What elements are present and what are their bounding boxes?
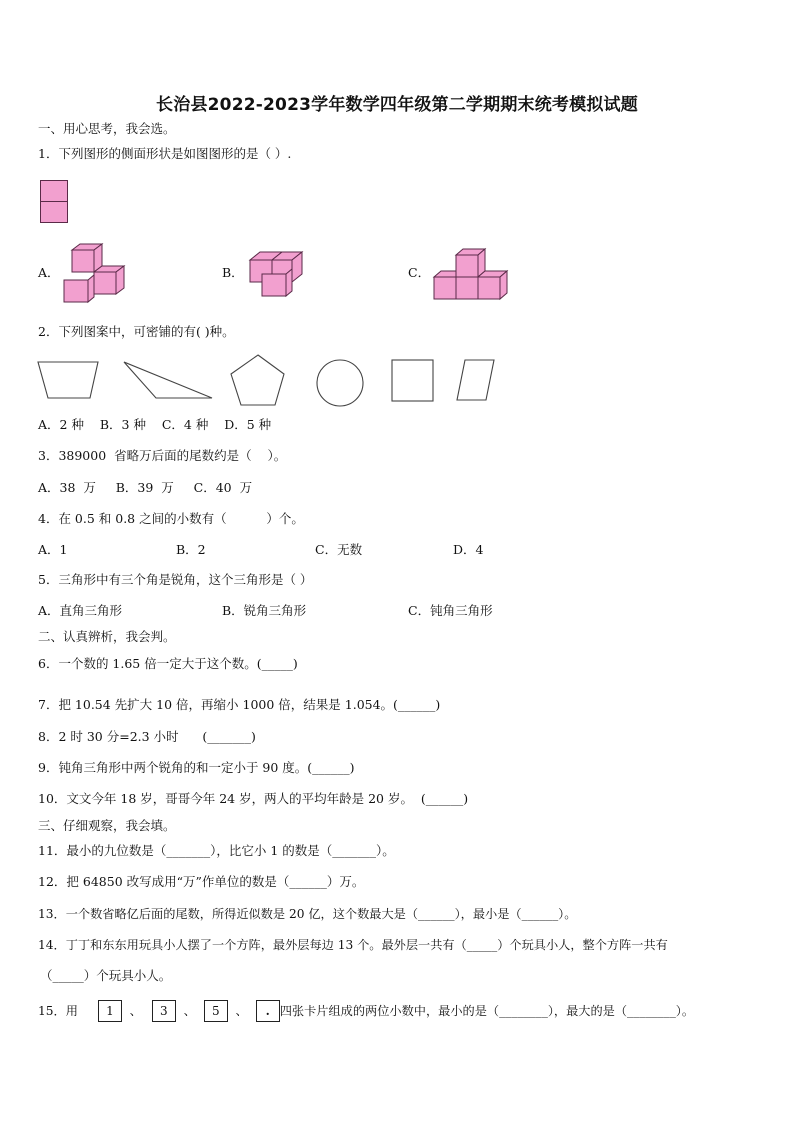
question-14-line-1: 14．丁丁和东东用玩具小人摆了一个方阵，最外层每边 13 个。最外层一共有（_____）个玩具小人，整个方阵一共有 [38, 938, 668, 952]
section-heading-2: 二、认真辨析，我会判。 [38, 629, 176, 644]
q5-option-a: A．直角三角形 [38, 603, 123, 618]
question-3-text: 3．389000 省略万后面的尾数约是（ ）。 [38, 448, 287, 463]
question-4-text: 4．在 0.5 和 0.8 之间的小数有（ ）个。 [38, 511, 304, 526]
q2-options: A．2 种 B．3 种 C．4 种 D．5 种 [38, 417, 272, 432]
question-7-text: 7．把 10.54 先扩大 10 倍，再缩小 1000 倍，结果是 1.054。(______) [38, 697, 441, 712]
q1-option-c-cubes [432, 248, 512, 304]
q15-tail: 四张卡片组成的两位小数中，最小的是（________），最大的是（________）。 [279, 1004, 695, 1018]
card-decimal-point: . [256, 1000, 280, 1022]
question-6-text: 6．一个数的 1.65 倍一定大于这个数。(_____) [38, 656, 298, 671]
trapezoid-shape [38, 362, 98, 398]
q1-option-c-label: C． [408, 265, 431, 280]
card-1: 1 [98, 1000, 122, 1022]
q15-sep-1: 、 [121, 1004, 142, 1018]
triangle-shape [124, 362, 212, 398]
question-9-text: 9．钝角三角形中两个锐角的和一定小于 90 度。(______) [38, 760, 355, 775]
q4-option-c: C．无数 [315, 542, 363, 557]
q15-sep-2: 、 [175, 1004, 196, 1018]
q5-option-c: C．钝角三角形 [408, 603, 493, 618]
parallelogram-shape [457, 360, 494, 400]
question-2-text: 2．下列图案中，可密铺的有( )种。 [38, 324, 235, 339]
q15-lead: 15．用 [38, 1004, 78, 1018]
question-10-text: 10．文文今年 18 岁，哥哥今年 24 岁，两人的平均年龄是 20 岁。 (______) [38, 791, 469, 806]
q1-option-a-cubes [62, 242, 128, 304]
q2-shapes-row [34, 352, 504, 412]
q1-option-b-label: B． [222, 265, 244, 280]
question-13-text: 13．一个数省略亿后面的尾数，所得近似数是 20 亿，这个数最大是（______），最小是（______）。 [38, 907, 577, 921]
q3-options: A．38 万 B．39 万 C．40 万 [38, 480, 253, 495]
section-heading-3: 三、仔细观察，我会填。 [38, 818, 176, 833]
question-15 [38, 1000, 694, 1022]
q4-option-a: A．1 [38, 542, 68, 557]
pentagon-shape [231, 355, 284, 405]
card-3: 3 [152, 1000, 176, 1022]
q4-option-b: B．2 [176, 542, 206, 557]
q1-option-b-cubes [248, 250, 306, 298]
page-title: 长治县2022-2023学年数学四年级第二学期期末统考模拟试题 [156, 95, 638, 115]
question-14-line-2: （_____）个玩具小人。 [40, 968, 172, 983]
question-5-text: 5．三角形中有三个角是锐角，这个三角形是（ ） [38, 572, 313, 587]
question-12-text: 12．把 64850 改写成用“万”作单位的数是（______）万。 [38, 874, 365, 889]
card-5: 5 [204, 1000, 228, 1022]
circle-shape [317, 360, 363, 406]
question-1-text: 1．下列图形的侧面形状是如图图形的是（ ）. [38, 146, 292, 161]
square-shape [392, 360, 433, 401]
question-8-text: 8．2 时 30 分=2.3 小时 (_______) [38, 729, 256, 744]
q4-option-d: D．4 [453, 542, 484, 557]
q1-option-a-label: A． [38, 265, 60, 280]
q15-sep-3: 、 [227, 1004, 248, 1018]
q5-option-b: B．锐角三角形 [222, 603, 307, 618]
section-heading-1: 一、用心思考，我会选。 [38, 121, 176, 136]
q1-reference-figure [40, 180, 68, 224]
question-11-text: 11．最小的九位数是（_______），比它小 1 的数是（_______）。 [38, 843, 395, 858]
